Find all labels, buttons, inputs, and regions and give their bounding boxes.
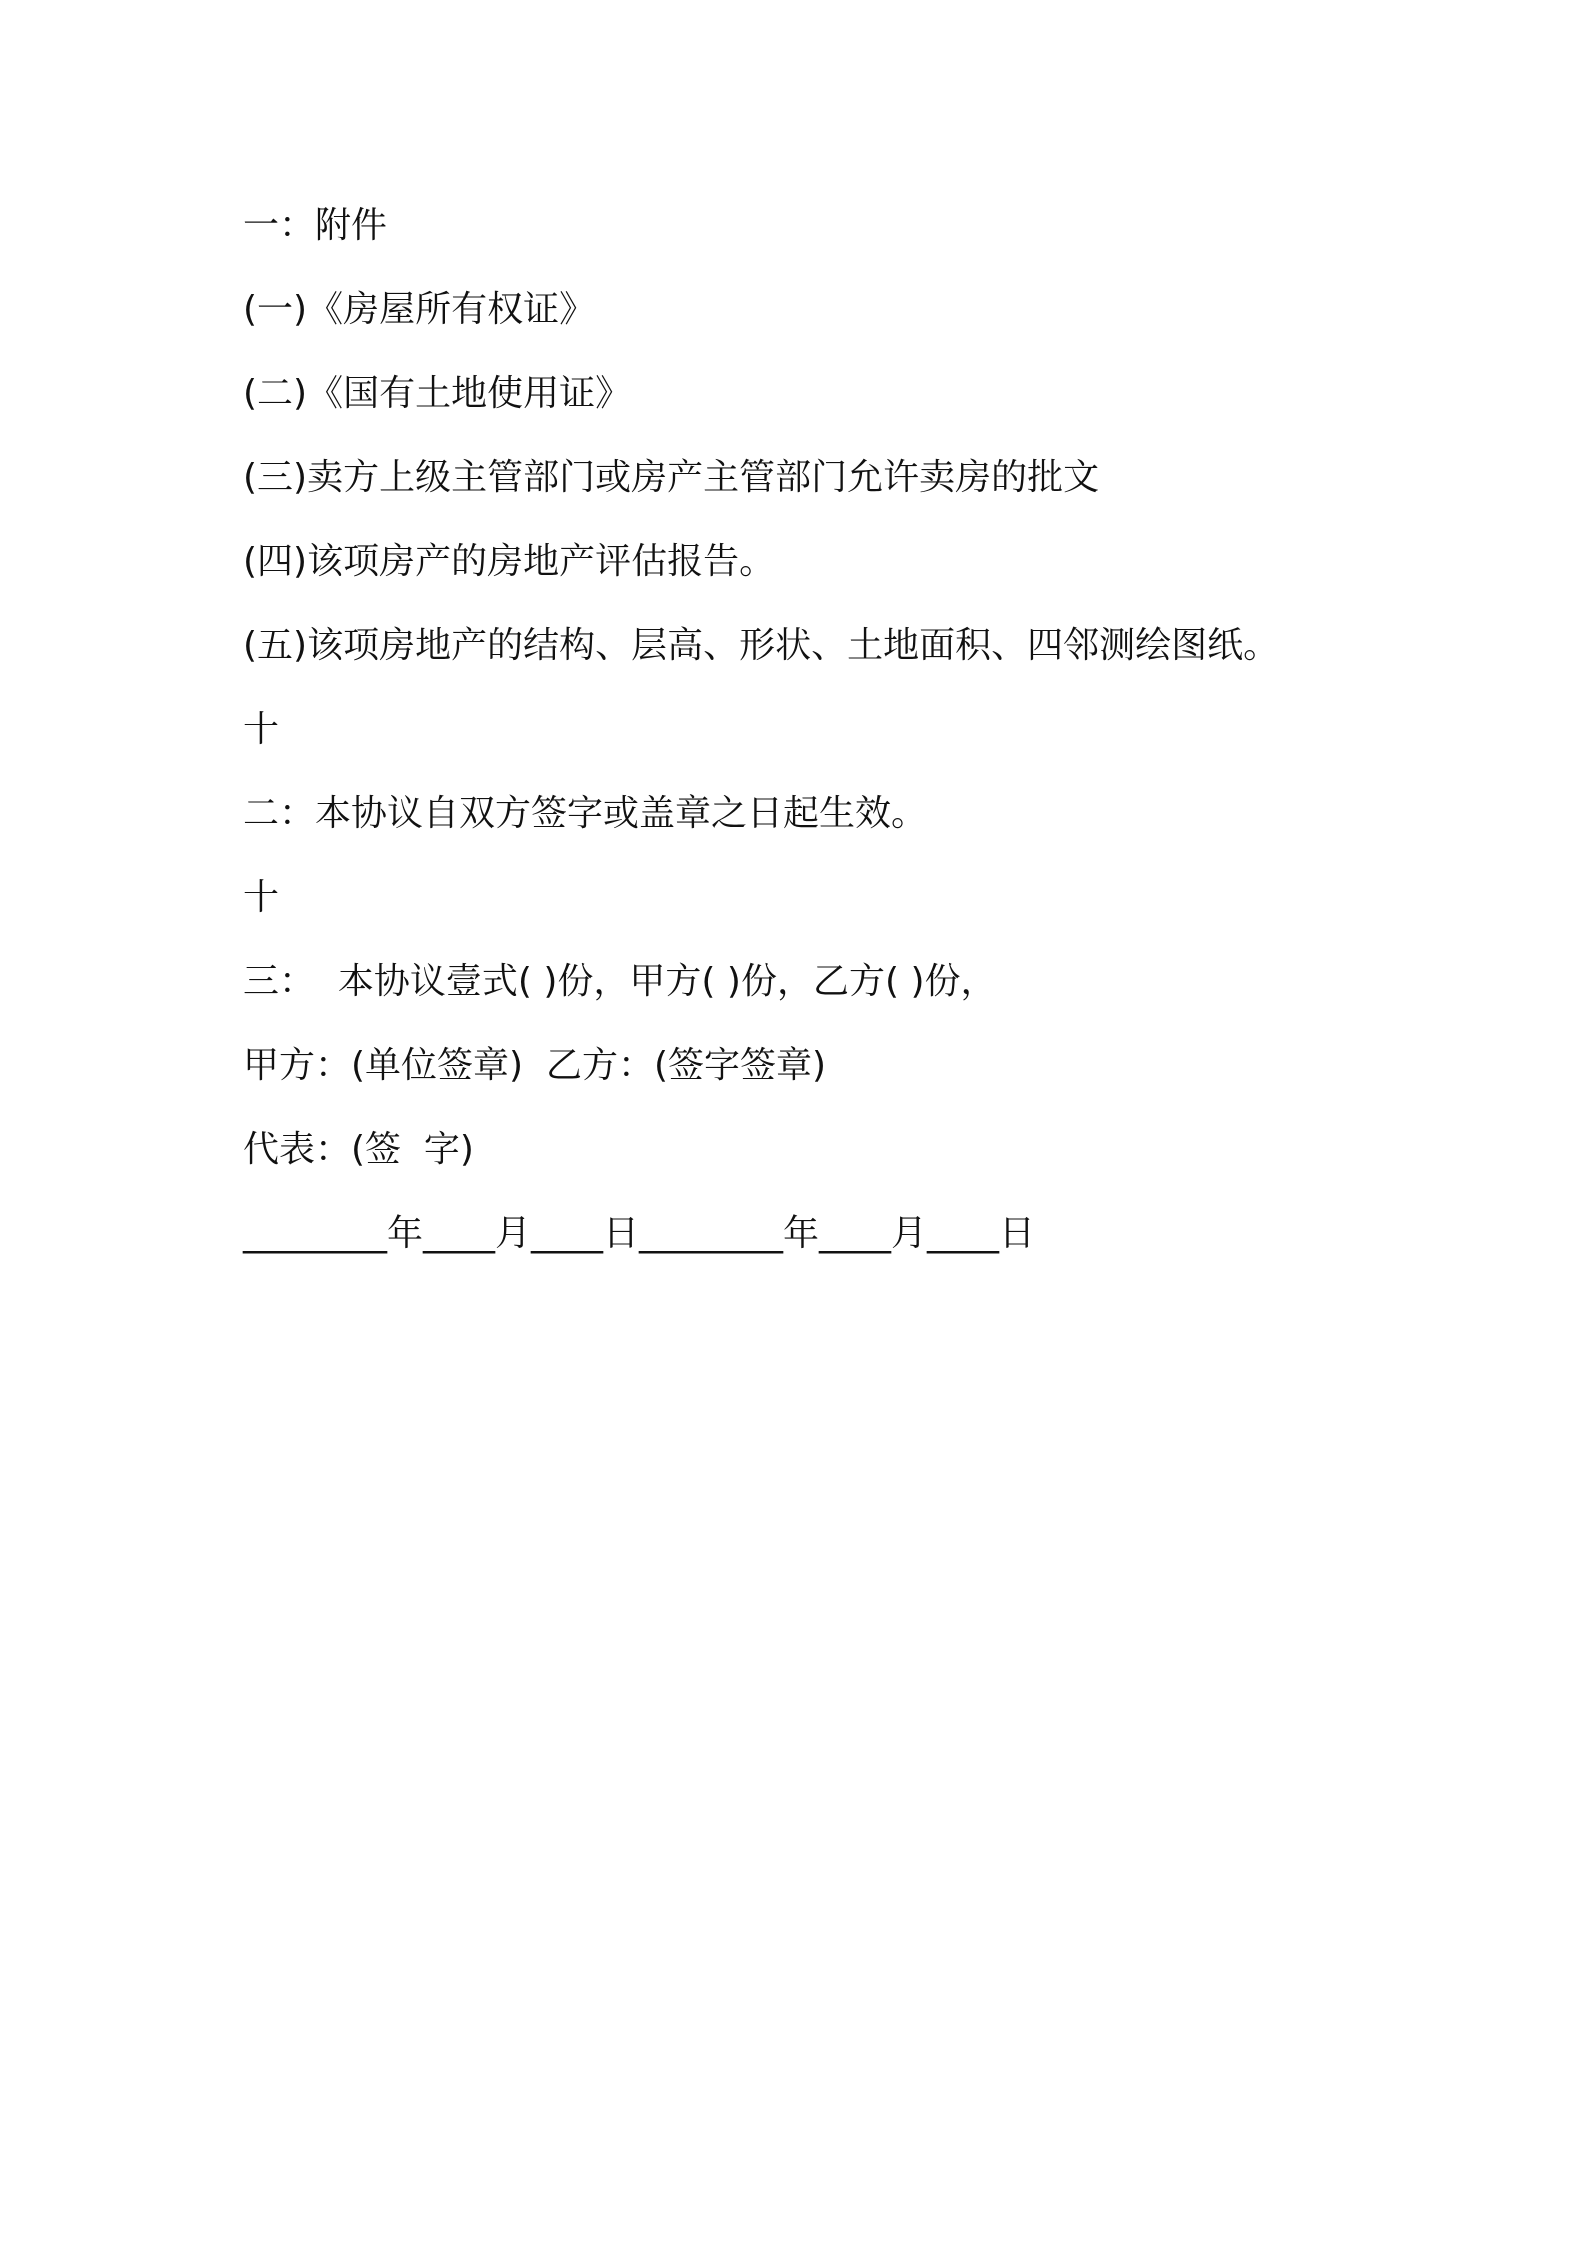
attachment-item-5: (五)该项房地产的结构、层高、形状、土地面积、四邻测绘图纸。: [243, 625, 1280, 666]
attachment-item-1: (一)《房屋所有权证》: [243, 289, 596, 330]
attachment-item-3: (三)卖方上级主管部门或房产主管部门允许卖房的批文: [243, 457, 1100, 498]
section-two-clause: 二：本协议自双方签字或盖章之日起生效。: [243, 793, 928, 834]
party-signature-line: 甲方：(单位签章) 乙方：(签字签章): [243, 1045, 827, 1086]
separator-mark: 十: [243, 877, 280, 918]
representative-signature-line: 代表：(签 字): [243, 1129, 474, 1170]
attachment-item-2: (二)《国有土地使用证》: [243, 373, 632, 414]
section-one-heading: 一：附件: [243, 205, 388, 246]
date-line: ________年____月____日________年____月____日: [243, 1213, 1035, 1254]
separator-mark: 十: [243, 709, 280, 750]
attachment-item-4: (四)该项房产的房地产评估报告。: [243, 541, 776, 582]
section-three-clause: 三： 本协议壹式( )份，甲方( )份，乙方( )份，: [243, 961, 997, 1002]
document-body: [243, 196, 1443, 1288]
